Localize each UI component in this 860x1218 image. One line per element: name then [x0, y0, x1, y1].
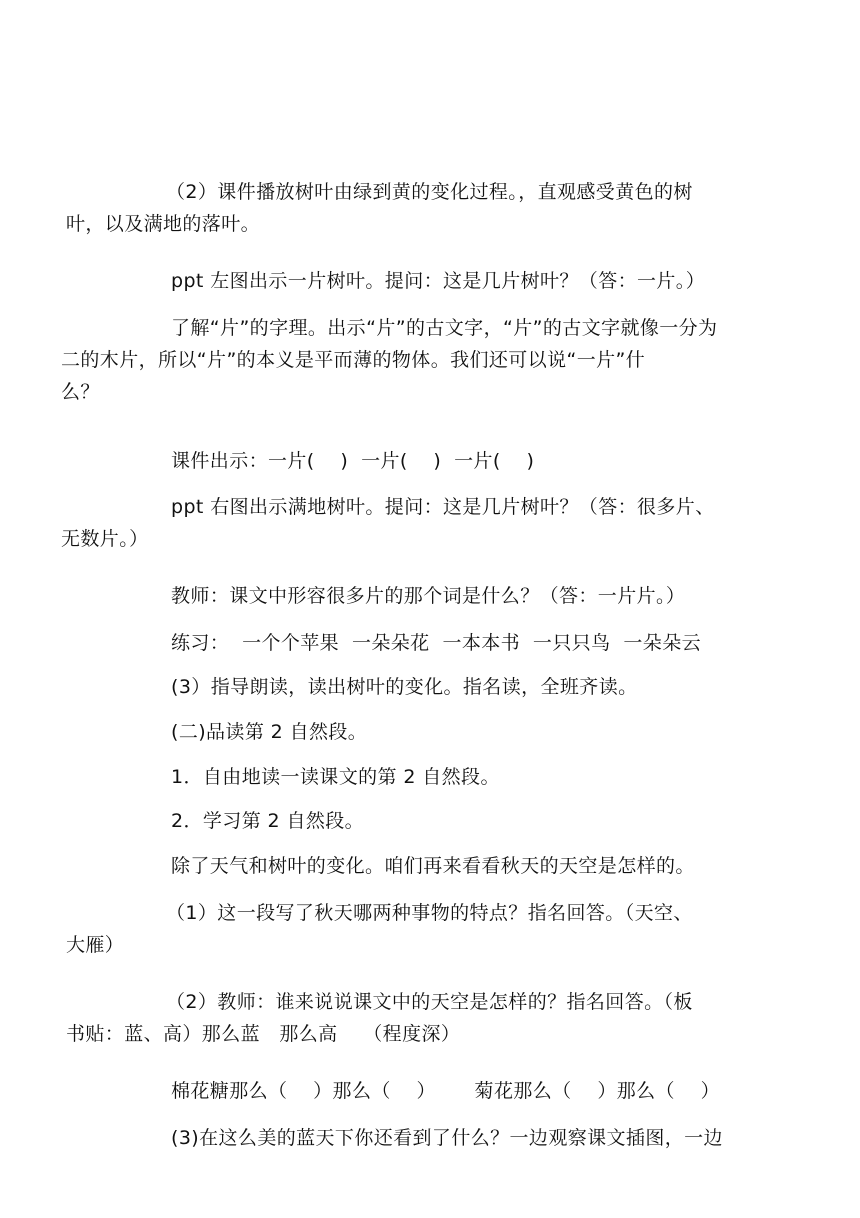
text-line: ppt 左图出示一片树叶。提问：这是几片树叶？（答：一片。） — [171, 270, 706, 292]
text-line: 二的木片，所以“片”的本义是平而薄的物体。我们还可以说“一片”什 — [61, 349, 646, 371]
text-line: 练习： 一个个苹果 一朵朵花 一本本书 一只只鸟 一朵朵云 — [171, 632, 701, 654]
text-line: 大雁） — [66, 934, 125, 956]
text-line: 除了天气和树叶的变化。咱们再来看看秋天的天空是怎样的。 — [171, 855, 695, 877]
text-line: (二)品读第 2 自然段。 — [171, 721, 368, 743]
text-line: 1．自由地读一读课文的第 2 自然段。 — [171, 766, 500, 788]
text-line: ppt 右图出示满地树叶。提问：这是几片树叶？（答：很多片、 — [171, 496, 715, 518]
text-line: 叶，以及满地的落叶。 — [66, 213, 261, 235]
text-line: （1）这一段写了秋天哪两种事物的特点？指名回答。（天空、 — [166, 902, 693, 924]
text-line: 么？ — [61, 381, 100, 403]
text-line: 教师：课文中形容很多片的那个词是什么？（答：一片片。） — [171, 585, 686, 607]
text-line: (3)在这么美的蓝天下你还看到了什么？一边观察课文插图，一边 — [171, 1127, 723, 1149]
paragraph-16 — [116, 1058, 738, 1218]
text-line: （2）教师：谁来说说课文中的天空是怎样的？指名回答。（板 — [166, 991, 693, 1013]
text-line: (3）指导朗读，读出树叶的变化。指名读，全班齐读。 — [171, 676, 638, 698]
text-line: 了解“片”的字理。出示“片”的古文字，“片”的古文字就像一分为 — [171, 317, 718, 339]
text-line: 棉花糖那么（ ）那么（ ） 菊花那么（ ）那么（ ） — [171, 1080, 721, 1102]
text-line: （2）课件播放树叶由绿到黄的变化过程。，直观感受黄色的树 — [166, 181, 693, 203]
text-line: 无数片。） — [61, 528, 149, 550]
text-line: 2．学习第 2 自然段。 — [171, 810, 365, 832]
text-line: 课件出示：一片( ) 一片( ) 一片( ) — [171, 450, 535, 472]
text-line: 书贴：蓝、高）那么蓝 那么高 （程度深） — [66, 1023, 461, 1045]
